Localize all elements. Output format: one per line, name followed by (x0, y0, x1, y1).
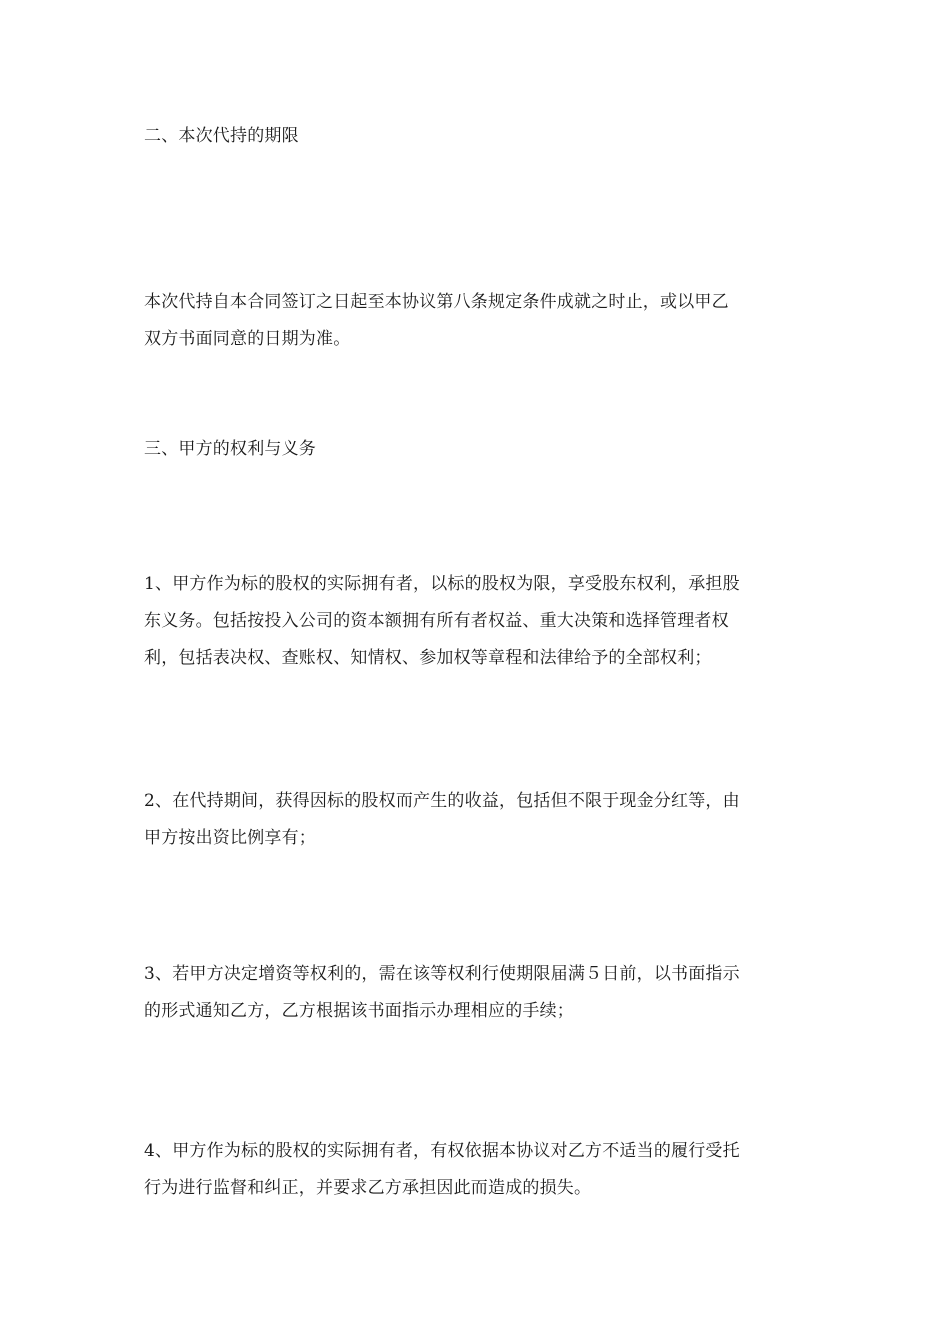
heading-text: 二、本次代持的期限 (144, 126, 299, 146)
list-item-line: 4、甲方作为标的股权的实际拥有者，有权依据本协议对乙方不适当的履行受托 (144, 1141, 740, 1161)
section-heading-term (144, 118, 816, 155)
list-item-line: 1、甲方作为标的股权的实际拥有者，以标的股权为限，享受股东权利，承担股 (144, 574, 740, 594)
list-item-3 (144, 956, 816, 1030)
list-item-line: 东义务。包括按投入公司的资本额拥有所有者权益、重大决策和选择管理者权 (144, 611, 729, 631)
paragraph-term-description (144, 284, 816, 358)
list-item-line: 甲方按出资比例享有； (144, 828, 316, 848)
list-item-4 (144, 1133, 816, 1207)
list-item-1 (144, 566, 816, 677)
list-item-line: 利，包括表决权、查账权、知情权、参加权等章程和法律给予的全部权利； (144, 648, 712, 668)
section-heading-rights-obligations (144, 431, 816, 468)
list-item-line: 的形式通知乙方，乙方根据该书面指示办理相应的手续； (144, 1001, 574, 1021)
list-item-line: 行为进行监督和纠正，并要求乙方承担因此而造成的损失。 (144, 1178, 592, 1198)
list-item-line: 3、若甲方决定增资等权利的，需在该等权利行使期限届满５日前，以书面指示 (144, 964, 740, 984)
list-item-line: 2、在代持期间，获得因标的股权而产生的收益，包括但不限于现金分红等，由 (144, 791, 740, 811)
paragraph-line: 双方书面同意的日期为准。 (144, 329, 351, 349)
heading-text: 三、甲方的权利与义务 (144, 439, 316, 459)
list-item-2 (144, 783, 816, 857)
paragraph-line: 本次代持自本合同签订之日起至本协议第八条规定条件成就之时止，或以甲乙 (144, 292, 729, 312)
